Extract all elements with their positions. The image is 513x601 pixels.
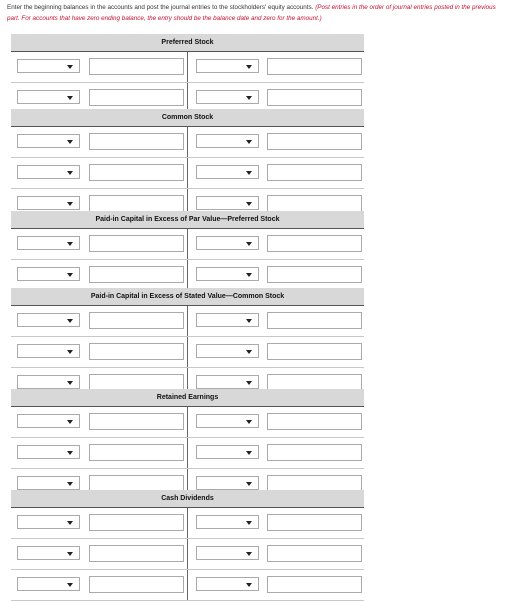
debit-date-dropdown[interactable]	[17, 267, 80, 281]
chevron-down-icon	[67, 451, 73, 455]
t-account-divider	[187, 52, 188, 82]
debit-amount-input[interactable]	[89, 343, 184, 360]
t-account-divider	[187, 229, 188, 259]
debit-amount-input[interactable]	[89, 576, 184, 593]
credit-amount-input[interactable]	[267, 514, 362, 531]
account-title: Retained Earnings	[11, 389, 364, 407]
credit-amount-input[interactable]	[267, 235, 362, 252]
t-account-row	[11, 508, 364, 539]
t-account	[11, 34, 364, 114]
debit-date-dropdown[interactable]	[17, 90, 80, 104]
t-account-divider	[187, 438, 188, 468]
debit-date-dropdown[interactable]	[17, 515, 80, 529]
chevron-down-icon	[67, 140, 73, 144]
debit-amount-input[interactable]	[89, 235, 184, 252]
credit-amount-input[interactable]	[267, 266, 362, 283]
t-account	[11, 389, 364, 500]
debit-amount-input[interactable]	[89, 444, 184, 461]
debit-amount-input[interactable]	[89, 58, 184, 75]
t-account-divider	[187, 306, 188, 336]
debit-date-dropdown[interactable]	[17, 165, 80, 179]
debit-amount-input[interactable]	[89, 514, 184, 531]
debit-date-dropdown[interactable]	[17, 313, 80, 327]
chevron-down-icon	[67, 202, 73, 206]
credit-date-dropdown[interactable]	[196, 577, 259, 591]
credit-date-dropdown[interactable]	[196, 90, 259, 104]
debit-amount-input[interactable]	[89, 413, 184, 430]
credit-amount-input[interactable]	[267, 413, 362, 430]
chevron-down-icon	[246, 451, 252, 455]
chevron-down-icon	[246, 350, 252, 354]
credit-date-dropdown[interactable]	[196, 414, 259, 428]
chevron-down-icon	[246, 552, 252, 556]
t-account-divider	[187, 260, 188, 290]
credit-date-dropdown[interactable]	[196, 59, 259, 73]
debit-date-dropdown[interactable]	[17, 59, 80, 73]
chevron-down-icon	[246, 521, 252, 525]
credit-amount-input[interactable]	[267, 576, 362, 593]
chevron-down-icon	[246, 583, 252, 587]
chevron-down-icon	[67, 350, 73, 354]
t-account	[11, 211, 364, 291]
chevron-down-icon	[67, 171, 73, 175]
t-account-divider	[187, 127, 188, 157]
t-account-divider	[187, 158, 188, 188]
chevron-down-icon	[67, 273, 73, 277]
credit-amount-input[interactable]	[267, 444, 362, 461]
credit-date-dropdown[interactable]	[196, 165, 259, 179]
credit-amount-input[interactable]	[267, 58, 362, 75]
debit-amount-input[interactable]	[89, 133, 184, 150]
debit-date-dropdown[interactable]	[17, 236, 80, 250]
credit-amount-input[interactable]	[267, 164, 362, 181]
credit-amount-input[interactable]	[267, 195, 362, 212]
debit-amount-input[interactable]	[89, 312, 184, 329]
credit-date-dropdown[interactable]	[196, 546, 259, 560]
debit-date-dropdown[interactable]	[17, 196, 80, 210]
chevron-down-icon	[246, 202, 252, 206]
account-title: Common Stock	[11, 109, 364, 127]
credit-date-dropdown[interactable]	[196, 313, 259, 327]
chevron-down-icon	[67, 482, 73, 486]
credit-amount-input[interactable]	[267, 343, 362, 360]
instructions-main: Enter the beginning balances in the accounts and post the journal entries to the stockholders' equity accounts.	[7, 4, 314, 11]
t-account-row	[11, 570, 364, 601]
t-account	[11, 288, 364, 399]
t-account-divider	[187, 407, 188, 437]
debit-date-dropdown[interactable]	[17, 344, 80, 358]
t-account-row	[11, 52, 364, 83]
debit-amount-input[interactable]	[89, 89, 184, 106]
chevron-down-icon	[246, 96, 252, 100]
credit-date-dropdown[interactable]	[196, 375, 259, 389]
credit-date-dropdown[interactable]	[196, 134, 259, 148]
chevron-down-icon	[246, 420, 252, 424]
debit-amount-input[interactable]	[89, 266, 184, 283]
t-account-divider	[187, 539, 188, 569]
instructions-note: (Post entries in the order of journal entries posted in the previous part. For accounts that have zero ending balance, the entry should be the balance date and zero for the amount.)	[7, 4, 496, 22]
debit-date-dropdown[interactable]	[17, 476, 80, 490]
chevron-down-icon	[67, 583, 73, 587]
chevron-down-icon	[246, 273, 252, 277]
chevron-down-icon	[246, 171, 252, 175]
t-account-row	[11, 407, 364, 438]
debit-date-dropdown[interactable]	[17, 577, 80, 591]
credit-date-dropdown[interactable]	[196, 267, 259, 281]
chevron-down-icon	[67, 242, 73, 246]
credit-date-dropdown[interactable]	[196, 344, 259, 358]
chevron-down-icon	[67, 552, 73, 556]
t-account-row	[11, 158, 364, 189]
t-account-row	[11, 306, 364, 337]
chevron-down-icon	[246, 242, 252, 246]
debit-date-dropdown[interactable]	[17, 546, 80, 560]
chevron-down-icon	[246, 381, 252, 385]
credit-date-dropdown[interactable]	[196, 196, 259, 210]
account-title: Preferred Stock	[11, 34, 364, 52]
credit-date-dropdown[interactable]	[196, 236, 259, 250]
t-account-divider	[187, 570, 188, 600]
t-account-row	[11, 337, 364, 368]
instructions	[7, 2, 507, 24]
account-title: Cash Dividends	[11, 490, 364, 508]
account-title: Paid-in Capital in Excess of Par Value—Preferred Stock	[11, 211, 364, 229]
credit-amount-input[interactable]	[267, 89, 362, 106]
chevron-down-icon	[67, 521, 73, 525]
t-account-row	[11, 229, 364, 260]
t-account-row	[11, 260, 364, 291]
chevron-down-icon	[246, 319, 252, 323]
t-account-divider	[187, 337, 188, 367]
debit-date-dropdown[interactable]	[17, 414, 80, 428]
chevron-down-icon	[67, 319, 73, 323]
chevron-down-icon	[67, 420, 73, 424]
chevron-down-icon	[67, 381, 73, 385]
t-account-row	[11, 539, 364, 570]
debit-amount-input[interactable]	[89, 195, 184, 212]
debit-amount-input[interactable]	[89, 164, 184, 181]
chevron-down-icon	[246, 65, 252, 69]
credit-amount-input[interactable]	[267, 133, 362, 150]
credit-amount-input[interactable]	[267, 312, 362, 329]
credit-date-dropdown[interactable]	[196, 445, 259, 459]
credit-date-dropdown[interactable]	[196, 515, 259, 529]
debit-amount-input[interactable]	[89, 545, 184, 562]
debit-date-dropdown[interactable]	[17, 445, 80, 459]
debit-date-dropdown[interactable]	[17, 375, 80, 389]
t-account-row	[11, 438, 364, 469]
t-account-row	[11, 127, 364, 158]
chevron-down-icon	[246, 140, 252, 144]
credit-date-dropdown[interactable]	[196, 476, 259, 490]
chevron-down-icon	[246, 482, 252, 486]
chevron-down-icon	[67, 96, 73, 100]
account-title: Paid-in Capital in Excess of Stated Value—Common Stock	[11, 288, 364, 306]
credit-amount-input[interactable]	[267, 545, 362, 562]
debit-date-dropdown[interactable]	[17, 134, 80, 148]
t-account-divider	[187, 508, 188, 538]
chevron-down-icon	[67, 65, 73, 69]
t-account	[11, 109, 364, 220]
t-account	[11, 490, 364, 601]
